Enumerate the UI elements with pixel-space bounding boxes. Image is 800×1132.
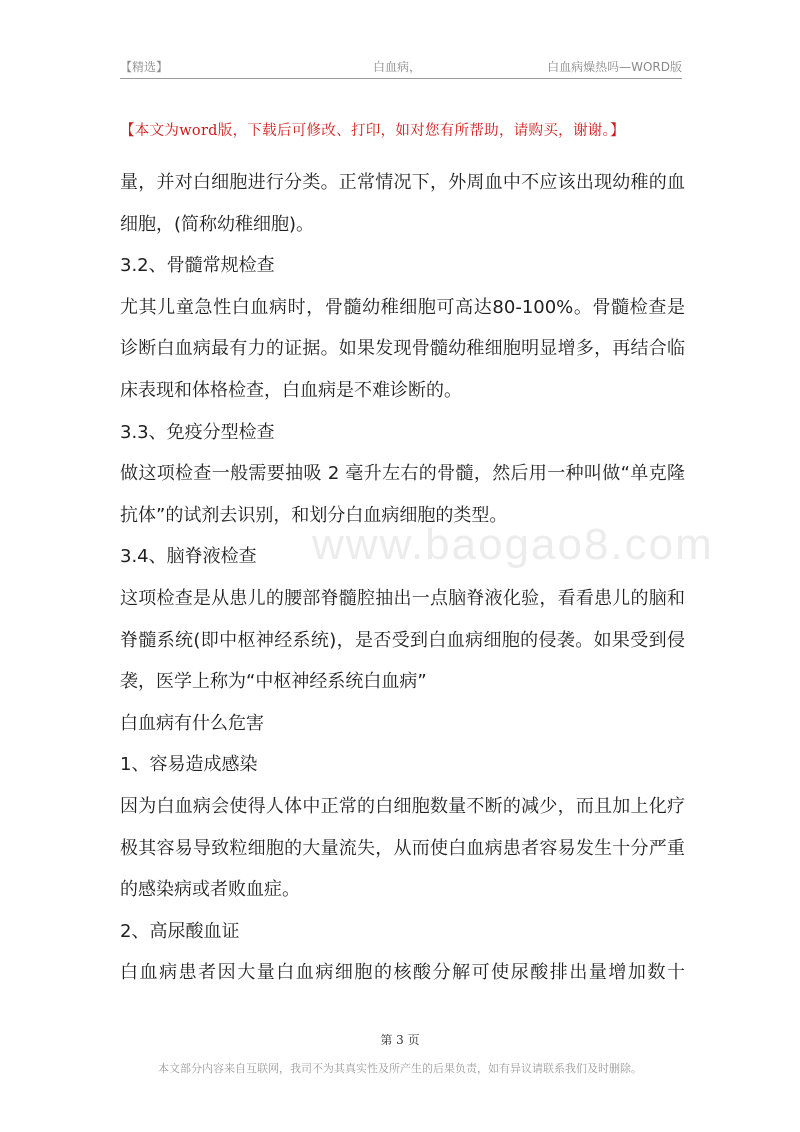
section-heading: 白血病有什么危害 [120, 712, 264, 734]
document-body [120, 162, 685, 994]
section-heading: 2、高尿酸血证 [120, 920, 240, 942]
page-header [120, 56, 682, 79]
section-heading: 3.4、脑脊液检查 [120, 546, 257, 568]
body-paragraph: 因为白血病会使得人体中正常的白细胞数量不断的减少，而且加上化疗极其容易导致粒细胞的大量流失，从而使白血病患者容易发生十分严重的感染病或者败血症。 [120, 795, 685, 901]
header-right-text: 白血病燥热吗—WORD版 [547, 60, 682, 74]
section-heading: 3.2、骨髓常规检查 [120, 255, 275, 277]
body-paragraph: 尤其儿童急性白血病时，骨髓幼稚细胞可高达80-100%。骨髓检查是诊断白血病最有力的证据。如果发现骨髓幼稚细胞明显增多，再结合临床表现和体格检查，白血病是不难诊断的。 [120, 296, 685, 401]
header-left-text: 【精选】 [120, 60, 169, 74]
body-paragraph: 量，并对白细胞进行分类。正常情况下，外周血中不应该出现幼稚的血细胞，(简称幼稚细胞)。 [120, 172, 685, 235]
page-number: 第 3 页 [380, 1033, 420, 1047]
body-paragraph: 做这项检查一般需要抽吸 2 毫升左右的骨髓，然后用一种叫做“单克隆抗体”的试剂去识别，和划分白血病细胞的类型。 [120, 463, 685, 526]
section-heading: 3.3、免疫分型检查 [120, 421, 275, 443]
section-heading: 1、容易造成感染 [120, 754, 258, 776]
footer-disclaimer: 本文部分内容来自互联网，我司不为其真实性及所产生的后果负责，如有异议请联系我们及时删除。 [158, 1062, 642, 1075]
watermark: www.baogao8.com [312, 520, 714, 569]
header-center-text: 白血病， [373, 60, 422, 74]
download-notice: 【本文为word版，下载后可修改、打印，如对您有所帮助，请购买，谢谢。】 [120, 123, 625, 139]
body-paragraph: 这项检查是从患儿的腰部脊髓腔抽出一点脑脊液化验，看看患儿的脑和脊髓系统(即中枢神经系统)，是否受到白血病细胞的侵袭。如果受到侵袭，医学上称为“中枢神经系统白血病” [120, 587, 685, 693]
body-paragraph: 白血病患者因大量白血病细胞的核酸分解可使尿酸排出量增加数十 [120, 962, 685, 984]
